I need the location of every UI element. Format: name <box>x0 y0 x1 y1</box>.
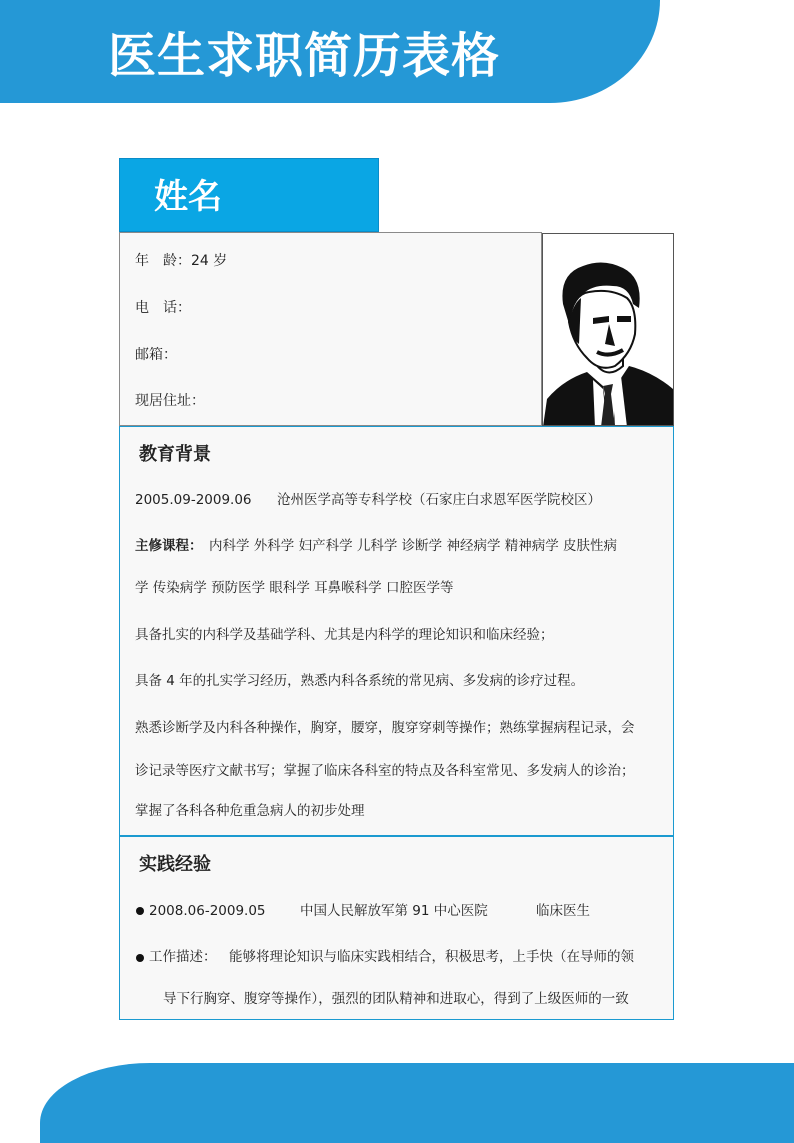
name-label: 姓名 <box>154 177 222 217</box>
name-header-box <box>119 158 379 232</box>
education-paragraph-1: 具备扎实的内科学及基础学科、尤其是内科学的理论知识和临床经验； <box>135 627 554 643</box>
work-desc-line-2: 导下行胸穿、腹穿等操作），强烈的团队精神和进取心，得到了上级医师的一致 <box>163 991 629 1007</box>
education-title: 教育背景 <box>139 444 211 465</box>
experience-section <box>119 836 674 1020</box>
bottom-banner <box>40 1063 794 1143</box>
bullet-icon <box>136 907 144 915</box>
age-field: 年 龄：24 岁 <box>135 253 228 269</box>
education-section <box>119 426 674 836</box>
portrait-image <box>543 234 674 426</box>
work-desc-label: 工作描述： <box>149 949 217 965</box>
email-field: 邮箱： <box>135 347 177 363</box>
education-paragraph-3-line-1: 熟悉诊断学及内科各种操作，胸穿，腰穿，腹穿穿刺等操作；熟练掌握病程记录，会 <box>135 720 635 736</box>
work-desc-line-1: 能够将理论知识与临床实践相结合，积极思考，上手快（在导师的领 <box>229 949 634 965</box>
education-paragraph-2: 具备 4 年的扎实学习经历，熟悉内科各系统的常见病、多发病的诊疗过程。 <box>135 673 585 689</box>
profile-photo <box>542 233 674 426</box>
education-period: 2005.09-2009.06 <box>135 492 252 508</box>
address-field: 现居住址： <box>135 393 205 409</box>
phone-field: 电 话： <box>135 300 191 316</box>
courses-label: 主修课程： <box>135 538 203 554</box>
experience-role: 临床医生 <box>536 903 590 919</box>
bullet-icon <box>136 954 144 962</box>
courses-line-2: 学 传染病学 预防医学 眼科学 耳鼻喉科学 口腔医学等 <box>135 580 454 596</box>
page-title: 医生求职简历表格 <box>108 28 501 84</box>
experience-title: 实践经验 <box>139 854 211 875</box>
personal-info-box <box>119 232 542 426</box>
education-paragraph-3-line-2: 诊记录等医疗文献书写；掌握了临床各科室的特点及各科室常见、多发病人的诊治； <box>135 763 635 779</box>
experience-period: 2008.06-2009.05 <box>149 903 266 919</box>
education-school: 沧州医学高等专科学校（石家庄白求恩军医学院校区） <box>277 492 601 508</box>
education-paragraph-3-line-3: 掌握了各科各种危重急病人的初步处理 <box>135 803 365 819</box>
courses-line-1: 内科学 外科学 妇产科学 儿科学 诊断学 神经病学 精神病学 皮肤性病 <box>209 538 618 554</box>
experience-hospital: 中国人民解放军第 91 中心医院 <box>300 903 488 919</box>
